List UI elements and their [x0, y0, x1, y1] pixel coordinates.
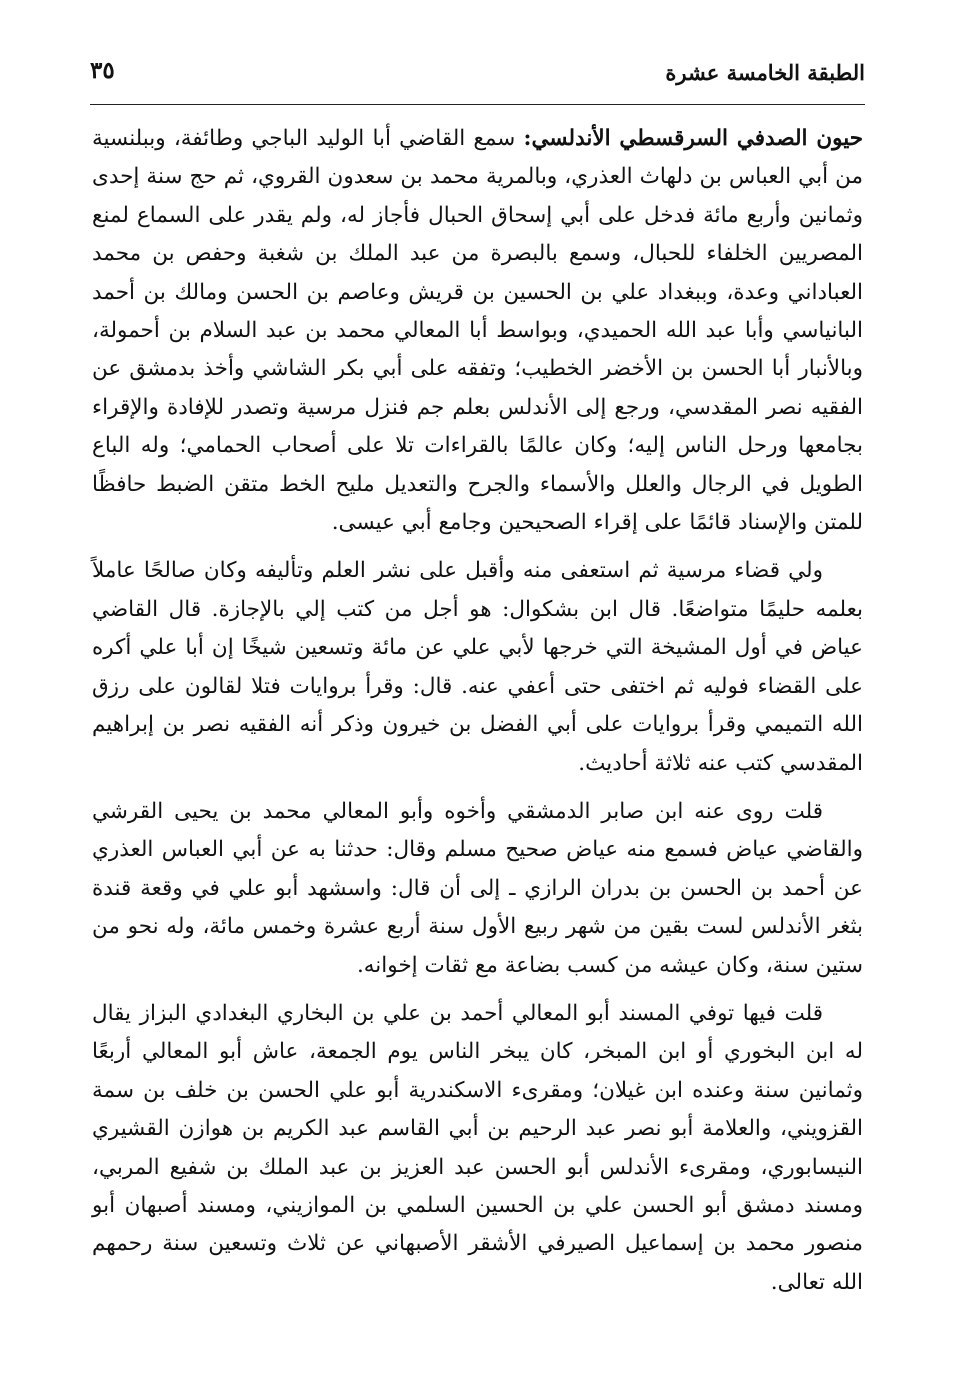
paragraph-2: ولي قضاء مرسية ثم استعفى منه وأقبل على نشر العلم وتأليفه وكان صالحًا عاملاً بعلمه حليمًا متواضعًا. قال ابن بشكوال: هو أجل من كتب إلي بالإجازة. قال القاضي عياض في أول المشيخة التي خرجها لأبي علي عن مائة وتسعين شيخًا إن أبا علي أكره على القضاء فوليه ثم اختفى حتى أعفي عنه. قال: وقرأ بروايات فتلا لقالون على رزق الله التميمي وقرأ بروايات على أبي الفضل بن خيرون وذكر أنه الفقيه نصر بن إبراهيم المقدسي كتب عنه ثلاثة أحاديث. — [92, 558, 863, 776]
page-number: ٣٥ — [90, 57, 115, 84]
header-divider — [90, 104, 865, 105]
paragraph-entry — [92, 120, 863, 542]
entry-name: حيون الصدفي السرقسطي الأندلسي: — [523, 126, 863, 151]
page-header — [90, 56, 865, 96]
paragraph-4: قلت فيها توفي المسند أبو المعالي أحمد بن علي بن البخاري البغدادي البزاز يقال له ابن البخوري أو ابن المبخر، كان يبخر الناس يوم الجمعة، عاش أبو المعالي أربعًا وثمانين سنة وعنده ابن غيلان؛ ومقرىء الاسكندرية أبو علي الحسن بن خلف بن سمة القزويني، والعلامة أبو نصر عبد الرحيم بن أبي القاسم عبد الكريم بن هوازن القشيري النيسابوري، ومقرىء الأندلس أبو الحسن عبد العزيز بن عبد الملك بن شفيع المربي، ومسند دمشق أبو الحسن علي بن الحسين السلمي بن الموازيني، ومسند أصبهان أبو منصور محمد بن إسماعيل الصيرفي الأشقر الأصبهاني عن ثلاث وتسعين سنة رحمهم الله تعالى. — [92, 1000, 863, 1295]
paragraph-1-text: سمع القاضي أبا الوليد الباجي وطائفة، وببلنسية من أبي العباس بن دلهاث العذري، وبالمرية محمد بن سعدون القروي، ثم حج سنة إحدى وثمانين وأربع مائة فدخل على أبي إسحاق الحبال فأجاز له، ولم يقدر على السماع لمنع المصريين الخلفاء للحبال، وسمع بالبصرة من عبد الملك بن شغبة وحفص بن محمد العباداني وعدة، وببغداد علي بن الحسين بن قريش وعاصم بن الحسن ومالك بن أحمد البانياسي وأبا عبد الله الحميدي، وبواسط أبا المعالي محمد بن عبد السلام بن أحمولة، وبالأنبار أبا الحسن بن الأخضر الخطيب؛ وتفقه على أبي بكر الشاشي وأخذ بدمشق عن الفقيه نصر المقدسي، ورجع إلى الأندلس بعلم جم فنزل مرسية وتصدر للإفادة والإقراء بجامعها ورحل الناس إليه؛ وكان عالمًا بالقراءات تلا على أصحاب الحمامي؛ وله الباع الطويل في الرجال والعلل والأسماء والجرح والتعديل مليح الخط متقن الضبط حافظًا للمتن والإسناد قائمًا على إقراء الصحيحين وجامع أبي عيسى. — [92, 126, 863, 536]
page-body — [92, 120, 863, 1302]
running-title: الطبقة الخامسة عشرة — [665, 60, 865, 85]
paragraph-3: قلت روى عنه ابن صابر الدمشقي وأخوه وأبو المعالي محمد بن يحيى القرشي والقاضي عياض فسمع منه عياض صحيح مسلم وقال: حدثنا به عن أبي العباس العذري عن أحمد بن الحسن بن بدران الرازي ـ إلى أن قال: واسشهد أبو علي في وقعة قندة بثغر الأندلس لست بقين من شهر ربيع الأول سنة أربع عشرة وخمس مائة، وله نحو من ستين سنة، وكان عيشه من كسب بضاعة مع ثقات إخوانه. — [92, 798, 863, 978]
